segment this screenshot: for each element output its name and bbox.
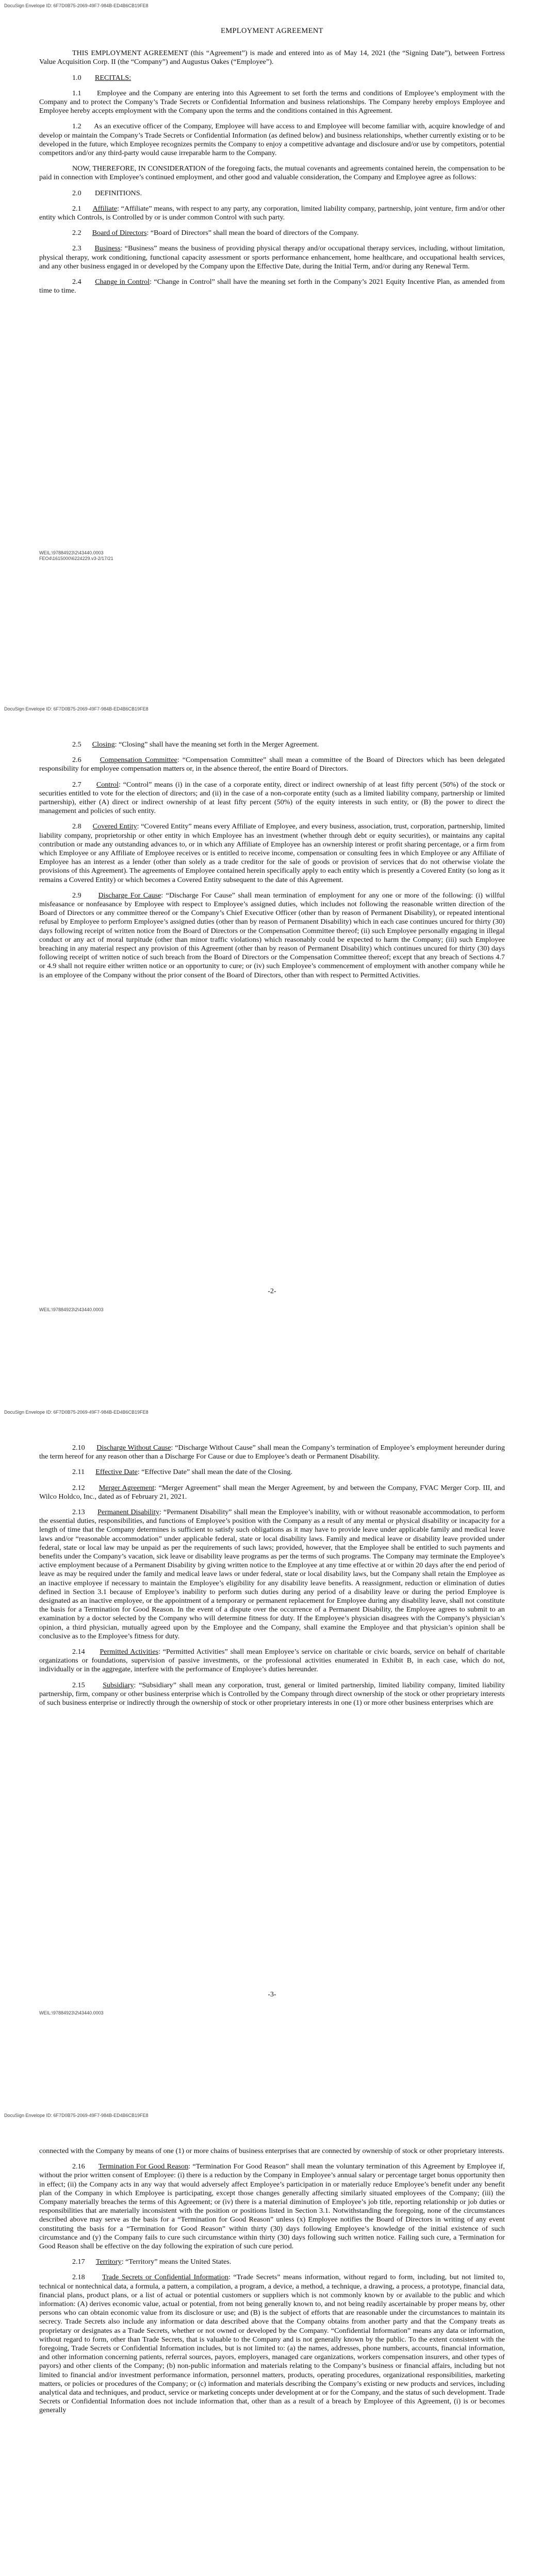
definition-number: 2.16: [72, 2162, 85, 2171]
definition-term: Permanent Disability: [97, 1508, 160, 1517]
therefore-paragraph: NOW, THEREFORE, IN CONSIDERATION of the foregoing facts, the mutual covenants and agreements contained herein, the compensation to be paid in connection with Employee’s continued employment, and other good and valuable consideration, the Company and Employee agree as follows:: [39, 164, 505, 182]
definition-number: 2.4: [72, 278, 81, 286]
definition-paragraph: [39, 278, 505, 295]
document-title: EMPLOYMENT AGREEMENT: [221, 27, 323, 35]
definition-number: 2.7: [72, 780, 81, 789]
definition-number: 2.8: [72, 822, 81, 831]
page-footer: WEIL:\97884923\2\43440.0003 FEO4\1615000\6224229.v3-2/17/21: [39, 550, 113, 561]
definition-text: : “Closing” shall have the meaning set forth in the Merger Agreement.: [114, 740, 319, 749]
envelope-id: DocuSign Envelope ID: 6F7D0B75-2069-49F7-984B-ED4B6CB19FE8: [4, 1410, 149, 1415]
page-3: [0, 1406, 544, 2110]
page-content: [39, 1444, 505, 1714]
definition-number: 2.13: [72, 1508, 85, 1517]
definition-paragraph: [39, 2258, 505, 2266]
clause-number: 1.1: [72, 89, 81, 97]
definition-paragraph: [39, 1484, 505, 1501]
clause-paragraph: [39, 122, 505, 158]
clause-text: Employee and the Company are entering into this Agreement to set forth the terms and conditions of Employee’s employment with the Company and to protect the Company’s Trade Secrets or Confidential Information and business relationships. The Company hereby employs Employee and Employee hereby accepts employment with the Company upon the terms and the conditions contained in this Agreement.: [39, 89, 505, 115]
envelope-id: DocuSign Envelope ID: 6F7D0B75-2069-49F7-984B-ED4B6CB19FE8: [4, 3, 149, 8]
definition-paragraph: [39, 1681, 505, 1708]
clause-text: As an executive officer of the Company, Employee will have access to and Employee will become familiar with, acquire knowledge of and develop or maintain the Company’s Trade Secrets or Confidential Information (as defined below) and business relationships, whether currently existing or to be developed in the future, which Employee recognizes permits the Company to enjoy a competitive advantage and disclosure and/or use by competitors, potential competitors and/or any third-party would cause irreparable harm to the Company.: [39, 122, 505, 158]
definition-paragraph: [39, 781, 505, 816]
definition-term: Compensation Committee: [100, 756, 177, 765]
definition-number: 2.3: [72, 244, 81, 253]
definition-text: : “Permitted Activities” shall mean Employee’s service on charitable or civic boards, service on behalf of charitable organizations or foundations, supervision of passive investments, or the professional activities enumerated in Exhibit B, in each case, which do not, individually or in the aggregate, interfere with the performance of Employee’s duties hereunder.: [39, 1648, 505, 1674]
definition-text: : “Affiliate” means, with respect to any party, any corporation, limited liability company, partnership, joint venture, firm and/or other entity which Controls, is Controlled by or is under common Control with such party.: [39, 204, 505, 222]
definition-term: Closing: [92, 740, 115, 749]
page-4: [0, 2110, 544, 2576]
definition-term: Territory: [95, 2258, 122, 2266]
definition-text: : “Control” means (i) in the case of a corporate entity, direct or indirect ownership of at least fifty percent (50%) of the stock or securities entitled to vote for the election of directors; and (ii) in the case of a non-corporate entity (such as a limited liability company, partnership or limited partnership), either (A) direct or indirect ownership of at least fifty percent (50%) of the equity interests in such entity, or (B) the power to direct the management and policies of such entity.: [39, 780, 505, 816]
envelope-id: DocuSign Envelope ID: 6F7D0B75-2069-49F7-984B-ED4B6CB19FE8: [4, 706, 149, 711]
definition-text: : “Discharge For Cause” shall mean termination of employment for any one or more of the following: (i) willful misfeasance or nonfeasance by Employee with respect to Employee’s assigned duties, which includes not following the reasonable written direction of the Board of Directors or any committee thereof or the Company’s Chief Executive Officer (other than by reason of Permanent Disability), or repeated intentional refusal by Employee to perform Employee’s assigned duties (other than by reason of Permanent Disability) which in each case continues uncured for thirty (30) days following receipt of written notice from the Board of Directors or the Compensation Committee thereof; (ii) such Employee personally engaging in illegal conduct or any act of moral turpitude (other than minor traffic violations) which reasonably could be expected to harm the Company; (iii) such Employee breaching in any material respect any provision of this Agreement (other than by reason of Permanent Disability) which continues uncured for thirty (30) days following receipt of written notice of such breach from the Board of Directors or the Compensation Committee thereof; except that any breach of Sections 4.7 or 4.9 shall not require either written notice or an opportunity to cure; or (iv) such Employee’s commencement of employment with another company while he is an employee of the Company without the prior consent of the Board of Directors, other than with respect to Permitted Activities.: [39, 891, 505, 979]
definition-text: : “Board of Directors” shall mean the board of directors of the Company.: [146, 229, 359, 238]
definition-term: Permitted Activities: [100, 1648, 159, 1656]
section-heading: [39, 189, 505, 198]
page-1: [0, 0, 544, 703]
definition-paragraph: [39, 1648, 505, 1674]
definition-term: Subsidiary: [103, 1681, 134, 1689]
definition-text: : “Change in Control” shall have the meaning set forth in the Company’s 2021 Equity Incentive Plan, as amended from time to time.: [39, 278, 505, 295]
definition-paragraph: [39, 1508, 505, 1641]
definition-text: : “Permanent Disability” shall mean the Employee’s inability, with or without reasonable accommodation, to perform the essential duties, responsibilities, and functions of Employee’s position with the Company as a result of any mental or physical disability or incapacity for a length of time that the Company determines is sufficient to satisfy such obligations as it may have to provide leave under applicable family and medical leave laws and/or “reasonable accommodation” under applicable federal, state or local disability laws. Family and medical leave or disability leave provided under federal, state or local law may be unpaid as per the requirements of such laws; provided, however, that the Employee shall be entitled to such payments and benefits under the Company’s vacation, sick leave or disability leave programs as per the terms of such programs. The Company may terminate the Employee’s active employment because of a Permanent Disability by giving written notice to the Employee at any time effective at or within 20 days after the end period of leave as may be required under the family and medical leave laws or under federal, state or local disability laws, but the Company shall retain the Employee as an inactive employee if necessary to maintain the Employee’s eligibility for any disability leave benefits. A reassignment, reduction or elimination of duties defined in Section 3.1 because of Employee’s inability to perform such duties during any period of a disability leave or during the period Employee is designated as an inactive employee, or the appointment of a temporary or permanent replacement for Employee during any disability leave, shall not constitute the basis for a Termination for Good Reason. In the event of a dispute over the occurrence of a Permanent Disability, the Employee agrees to submit to an examination by a doctor selected by the Company who will determine fitness for duty. If the Employee’s physician disagrees with the Company’s physician’s opinion, a third physician, mutually agreed upon by the Employee and the Company, shall examine the Employee and that physician’s opinion shall be conclusive as to the Employee’s fitness for duty.: [39, 1508, 505, 1640]
definition-term: Merger Agreement: [98, 1483, 155, 1492]
definition-number: 2.10: [72, 1444, 85, 1452]
definition-text: : “Trade Secrets” means information, without regard to form, including, but not limited to, technical or nontechnical data, a formula, a pattern, a compilation, a program, a device, a method, a technique, a drawing, a process, a prototype, financial data, financial plans, product plans, or a list of actual or potential customers or suppliers which is not commonly known by or available to the public and which information: (A) derives economic value, actual or potential, from not being generally known to, and not being readily ascertainable by proper means by, other persons who can obtain economic value from its disclosure or use; and (B) is the subject of efforts that are reasonable under the circumstances to maintain its secrecy. Trade Secrets also include any information or data described above that the Company obtains from another party and that the Company treats as proprietary or designates as a Trade Secrets, whether or not owned or developed by the Company. “Confidential Information” means any data or information, without regard to form, other than Trade Secrets, that is valuable to the Company and is not generally known by the public. To the extent consistent with the foregoing, Trade Secrets or Confidential Information includes, but is not limited to: (a) the names, addresses, phone numbers, accounts, financial information, and other information concerning patients, referral sources, payors, employers, managed care organizations, workers compensation insurers, and other types of payors) and other clients of the Company; (b) non-public information and materials relating to the Company’s business or financial affairs, including but not limited to financial and/or investment performance information, personnel matters, products, operating procedures, organizational responsibilities, marketing matters, or policies or procedures of the Company; or (c) information and materials describing the Company’s existing or new products and services, including analytical data and techniques, and product, service or marketing concepts under development at or for the Company, and the status of such development. Trade Secrets or Confidential Information does not include information that, other than as a result of a breach by Employee of this Agreement, (i) is or becomes generally: [39, 2273, 505, 2415]
definition-text: : “Business” means the business of providing physical therapy and/or occupational therapy services, including, without limitation, physical therapy, work conditioning, functional capacity assessment or sports performance enhancement, home healthcare, and occupational health services, and any other business engaged in or developed by the Company upon the Effective Date, during the Initial Term, and/or during any Renewal Term.: [39, 244, 505, 270]
definition-paragraph: [39, 2273, 505, 2415]
continued-paragraph: connected with the Company by means of one (1) or more chains of business enterprises that are connected by ownership of stock or other proprietary interests.: [39, 2147, 504, 2155]
definition-term: Board of Directors: [92, 229, 147, 238]
page-footer: WEIL:\97884923\2\43440.0003: [39, 2010, 104, 2015]
clause-paragraph: [39, 89, 505, 116]
definition-paragraph: [39, 756, 505, 773]
definition-number: 2.6: [72, 756, 81, 765]
page-2: [0, 703, 544, 1406]
definition-term: Effective Date: [95, 1468, 138, 1477]
definition-text: : “Subsidiary” shall mean any corporation, trust, general or limited partnership, limited liability company, limited liability partnership, firm, company or other business enterprise which is Controlled by the Company through direct ownership of the stock or other proprietary interests of such business enterprise or indirectly through the ownership of stock or other proprietary interests in one (1) or more other business enterprises which are: [39, 1681, 505, 1707]
definition-text: : “Merger Agreement” shall mean the Merger Agreement, by and between the Company, FVAC Merger Corp. III, and Wilco Holdco, Inc., dated as of February 21, 2021.: [39, 1483, 505, 1501]
definition-term: Termination For Good Reason: [98, 2162, 189, 2171]
definition-text: : “Discharge Without Cause” shall mean the Company’s termination of Employee’s employment hereunder during the term hereof for any reason other than a Discharge For Cause or due to Employee’s death or Permanent Disability.: [39, 1444, 505, 1461]
definition-number: 2.18: [72, 2273, 85, 2282]
intro-paragraph: THIS EMPLOYMENT AGREEMENT (this “Agreement”) is made and entered into as of May 14, 2021 (the “Signing Date”), between Fortress Value Acquisition Corp. II (the “Company”) and Augustus Oakes (“Employee”).: [39, 49, 505, 66]
section-number: 1.0: [72, 73, 81, 82]
definition-number: 2.5: [72, 740, 81, 749]
definition-paragraph: [39, 244, 505, 271]
definition-term: Discharge Without Cause: [96, 1444, 171, 1452]
definition-number: 2.9: [72, 891, 81, 900]
section-number: 2.0: [72, 189, 81, 197]
section-title: DEFINITIONS.: [95, 189, 142, 197]
definition-paragraph: [39, 1444, 505, 1461]
definition-term: Trade Secrets or Confidential Information: [102, 2273, 228, 2282]
definition-term: Business: [94, 244, 121, 253]
page-content: [39, 27, 505, 302]
page-content: [39, 740, 505, 987]
definition-paragraph: [39, 740, 505, 749]
definition-paragraph: [39, 822, 505, 884]
definition-paragraph: [39, 891, 505, 980]
page-content: [39, 2147, 505, 2422]
definition-paragraph: [39, 2162, 505, 2251]
definition-text: : “Covered Entity” means every Affiliate of Employee, and every business, association, trust, corporation, partnership, limited liability company, proprietorship or other entity in which Employee has an investment (whether through debt or equity securities), or maintains any capital contribution or made any outstanding advances to, or in which any Affiliate of Employee has an ownership interest or profit sharing percentage, or a firm from which Employee or any Affiliate of Employee receives or is entitled to receive income, compensation or consulting fees in which Employee or any Affiliate of Employee has an interest as a lender (other than solely as a trade creditor for the sale of goods or provision of services that do not otherwise violate the provisions of this Agreement). The agreements of Employee contained herein specifically apply to each entity which is presently a Covered Entity (so long as it remains a Covered Entity) or which becomes a Covered Entity subsequent to the date of this Agreement.: [39, 822, 505, 884]
definition-paragraph: [39, 205, 505, 222]
envelope-id: DocuSign Envelope ID: 6F7D0B75-2069-49F7-984B-ED4B6CB19FE8: [4, 2113, 149, 2118]
definition-term: Covered Entity: [92, 822, 137, 831]
definition-number: 2.12: [72, 1483, 85, 1492]
definition-number: 2.1: [72, 204, 81, 213]
definition-text: : “Effective Date” shall mean the date of the Closing.: [137, 1468, 293, 1477]
definition-term: Control: [96, 780, 119, 789]
definition-paragraph: [39, 229, 505, 238]
definition-text: : “Territory” means the United States.: [121, 2258, 232, 2266]
page-footer: WEIL:\97884923\2\43440.0003: [39, 1307, 104, 1312]
definition-term: Discharge For Cause: [98, 891, 161, 900]
definition-text: : “Compensation Committee” shall mean a committee of the Board of Directors which has been delegated responsibility for employee compensation matters or, in the absence thereof, the entire Board of Directors.: [39, 756, 505, 773]
clause-number: 1.2: [72, 122, 81, 131]
definition-number: 2.15: [72, 1681, 85, 1689]
definition-number: 2.14: [72, 1648, 85, 1656]
definition-number: 2.17: [72, 2258, 85, 2266]
definition-number: 2.11: [72, 1468, 85, 1477]
section-title: RECITALS:: [95, 73, 131, 82]
definition-term: Affiliate: [92, 204, 118, 213]
page-number: -3-: [268, 1991, 276, 1998]
definition-number: 2.2: [72, 229, 81, 238]
page-number: -2-: [268, 1287, 276, 1295]
section-heading: [39, 74, 505, 82]
definition-term: Change in Control: [95, 278, 150, 286]
definition-text: : “Termination For Good Reason” shall mean the voluntary termination of this Agreement by Employee if, without the prior written consent of Employee: (i) there is a reduction by the Company in Employee’s annual salary or percentage target bonus opportunity then in effect; (ii) the Company acts in any way that would adversely affect Employee’s participation in or materially reduce Employee’s benefit under any benefit plan of the Company in which Employee is participating, except those changes generally affecting similarly situated employees of the Company; (iii) the Company materially breaches the terms of this Agreement; or (iv) there is a material diminution of Employee’s job title, reporting relationship or job duties or responsibilities that are materially inconsistent with the position or positions listed in Section 3.1. Notwithstanding the foregoing, none of the circumstances described above may serve as the basis for a “Termination for Good Reason” unless (x) Employee notifies the Board of Directors in writing of any event constituting the basis for a “Termination for Good Reason” within thirty (30) days following Employee’s knowledge of the initial existence of such circumstance and (y) the Company fails to cure such circumstance within thirty (30) days following such written notice. Failing such cure, a Termination for Good Reason shall be effective on the day following the expiration of such cure period.: [39, 2162, 505, 2251]
definition-paragraph: [39, 1468, 505, 1477]
